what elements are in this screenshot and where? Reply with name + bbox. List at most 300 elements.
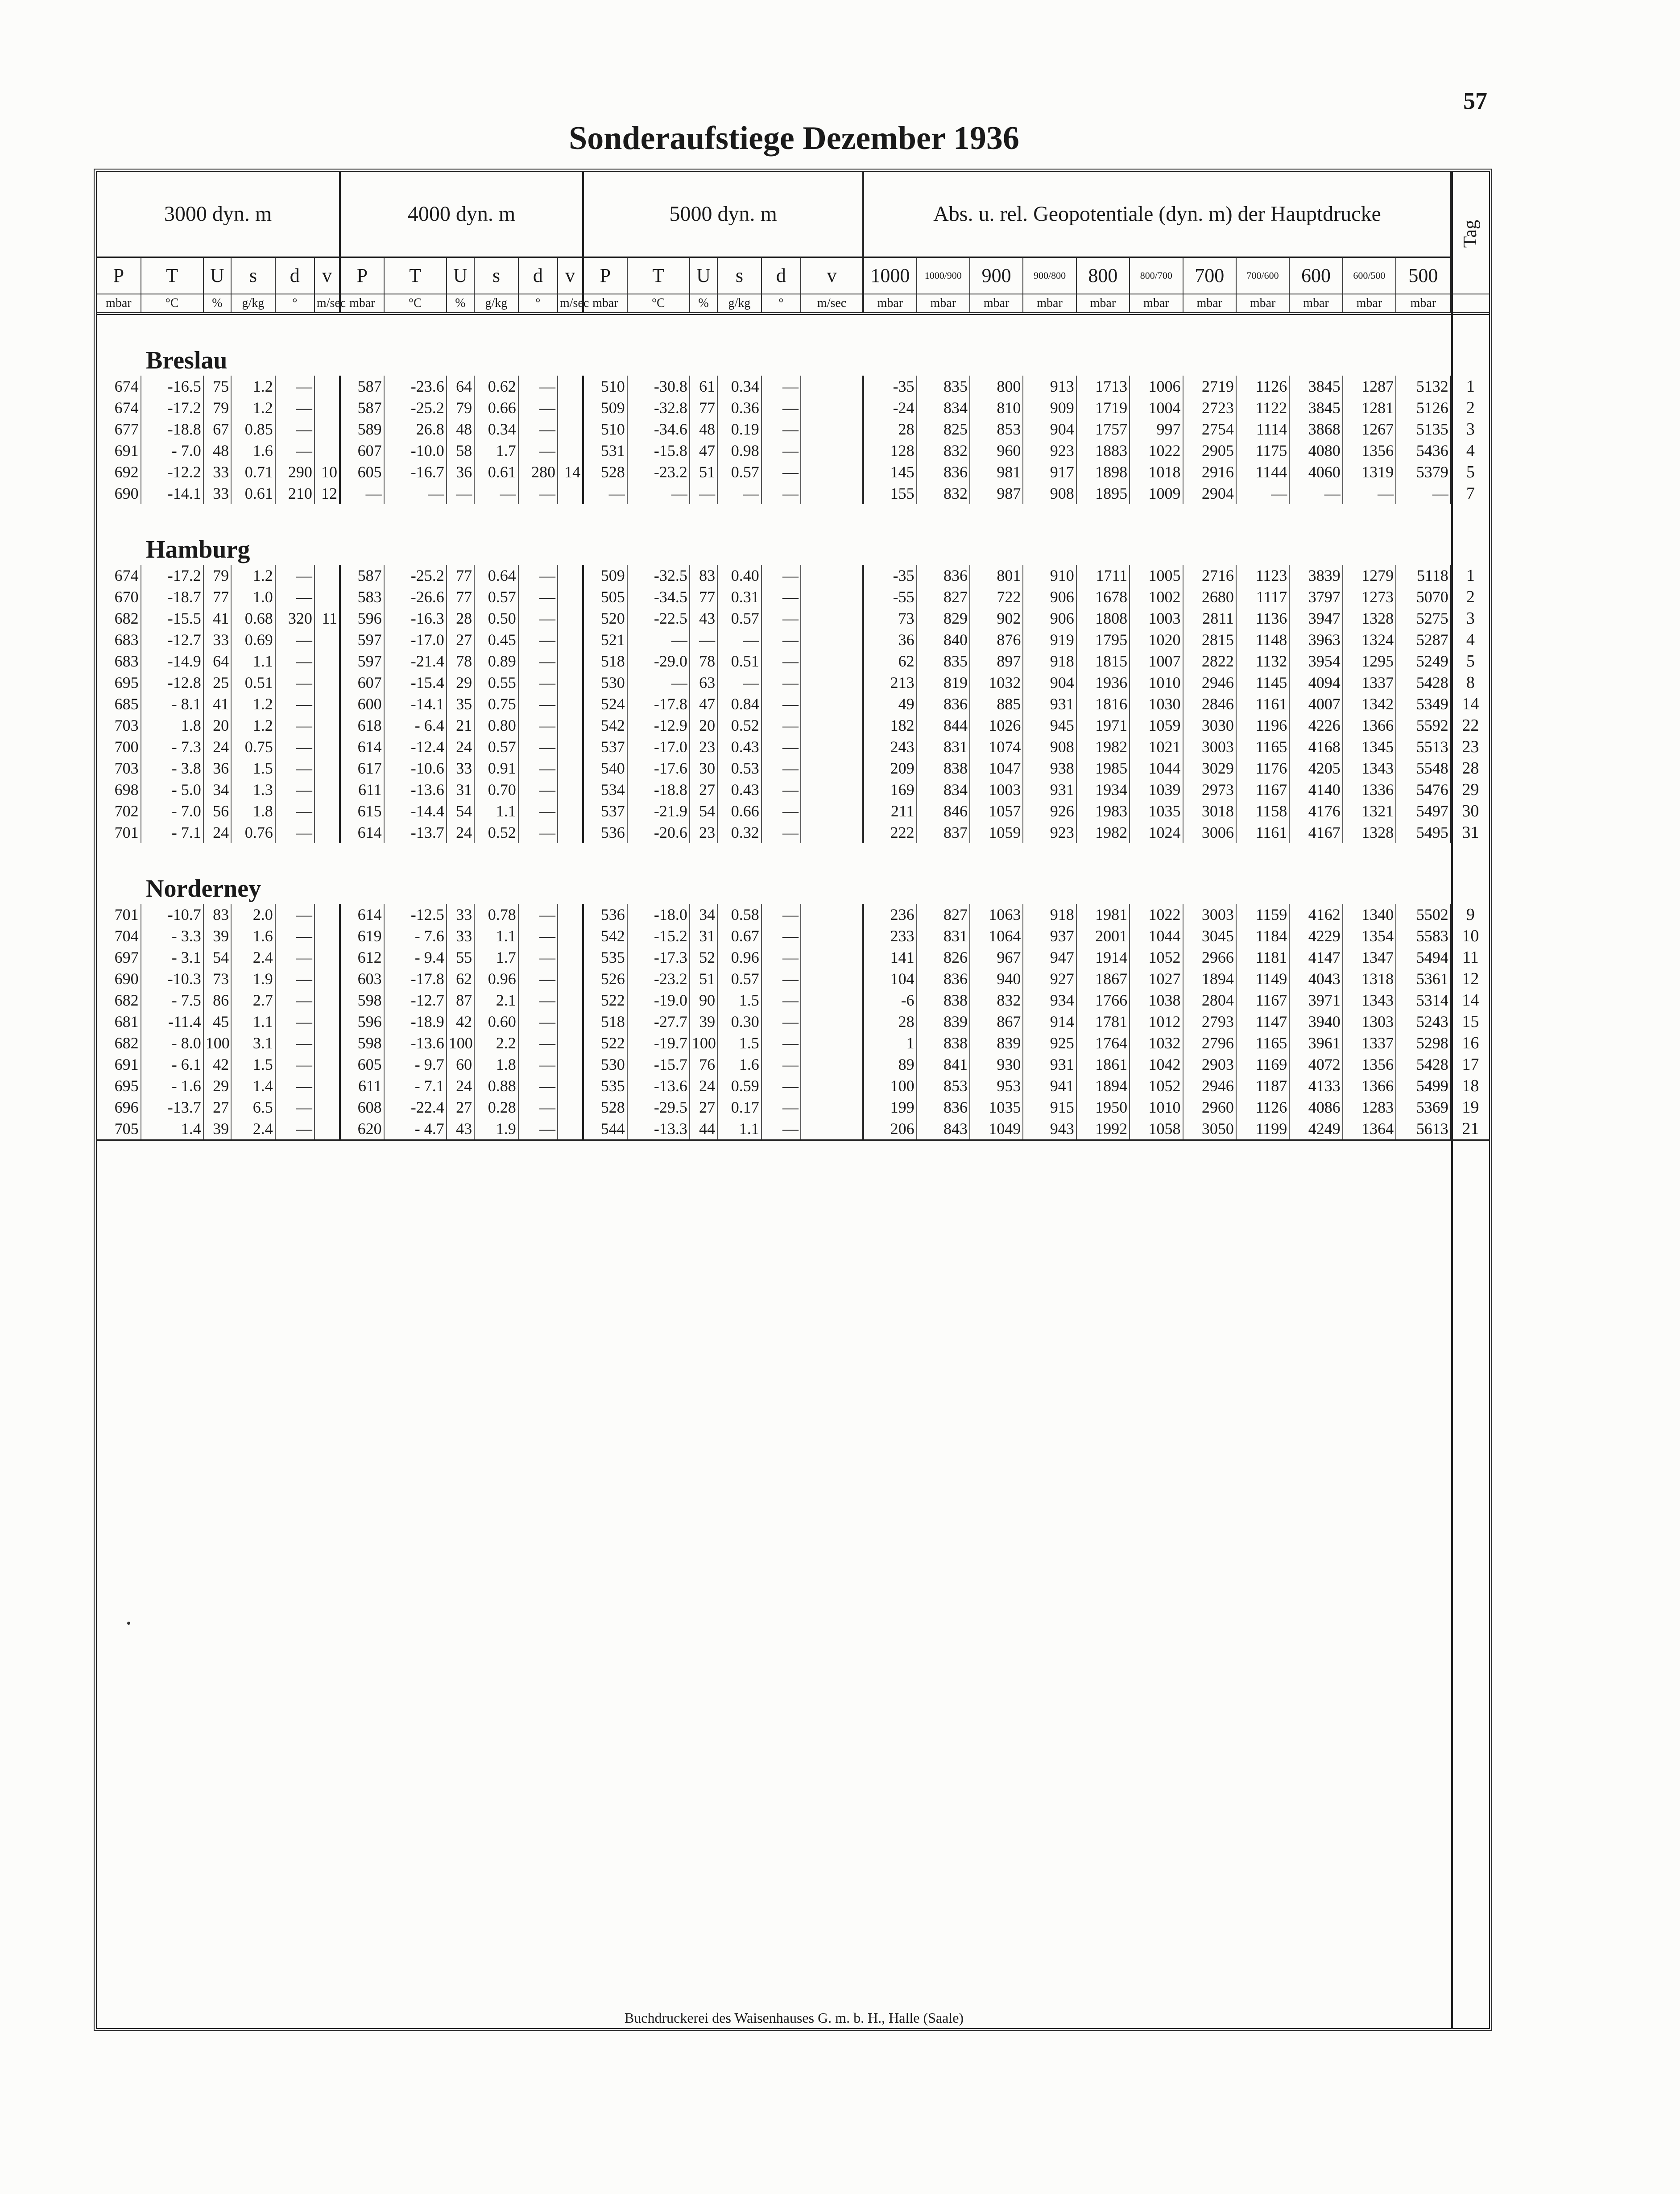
data-cell: -35 [863, 376, 916, 397]
data-cell [314, 629, 340, 650]
table-row [97, 822, 1489, 843]
data-cell: 1342 [1343, 693, 1396, 715]
col-header-p: P [583, 257, 627, 294]
data-cell: 670 [97, 586, 141, 608]
data-cell: - 7.1 [384, 1075, 447, 1097]
data-cell: 536 [583, 822, 627, 843]
data-cell: 0.75 [474, 693, 518, 715]
data-cell: — [275, 925, 314, 947]
data-cell: 909 [1023, 397, 1076, 418]
data-cell: 42 [203, 1054, 231, 1075]
data-cell: 0.85 [231, 418, 275, 440]
data-cell: — [518, 418, 558, 440]
data-cell: 528 [583, 1097, 627, 1118]
data-cell: 1883 [1076, 440, 1130, 461]
data-cell: -55 [863, 586, 916, 608]
data-cell: -19.7 [627, 1032, 690, 1054]
data-cell [558, 947, 583, 968]
data-cell: 836 [917, 968, 970, 989]
data-cell: 1347 [1343, 947, 1396, 968]
data-cell: 5314 [1396, 989, 1451, 1011]
data-cell: 3868 [1289, 418, 1342, 440]
data-cell: 0.57 [717, 461, 761, 483]
data-cell: 0.75 [231, 736, 275, 758]
data-cell: 79 [203, 397, 231, 418]
data-cell: 0.43 [717, 736, 761, 758]
data-cell: 1022 [1130, 904, 1183, 925]
data-cell: 698 [97, 779, 141, 800]
data-cell: 1895 [1076, 483, 1130, 504]
data-cell [558, 1118, 583, 1140]
data-cell: 620 [340, 1118, 384, 1140]
data-cell: 5287 [1396, 629, 1451, 650]
data-cell [801, 1097, 863, 1118]
data-cell: 29 [203, 1075, 231, 1097]
data-cell: 682 [97, 608, 141, 629]
day-cell: 18 [1462, 1076, 1479, 1095]
data-cell: 1936 [1076, 672, 1130, 693]
data-cell: — [518, 1075, 558, 1097]
data-cell: -15.7 [627, 1054, 690, 1075]
data-cell: 3045 [1183, 925, 1236, 947]
data-cell: 1366 [1343, 715, 1396, 736]
data-cell [558, 565, 583, 586]
data-cell: 1044 [1130, 758, 1183, 779]
data-cell: 5513 [1396, 736, 1451, 758]
data-cell [314, 1075, 340, 1097]
data-cell: -13.6 [384, 779, 447, 800]
data-cell: 33 [203, 629, 231, 650]
data-cell: 904 [1023, 672, 1076, 693]
data-cell: — [761, 650, 801, 672]
data-cell: - 5.0 [141, 779, 203, 800]
data-cell: — [1236, 483, 1289, 504]
data-cell: 1059 [1130, 715, 1183, 736]
data-cell: — [518, 629, 558, 650]
data-cell: — [518, 693, 558, 715]
data-cell: -17.0 [627, 736, 690, 758]
data-cell [558, 650, 583, 672]
data-cell: — [761, 1011, 801, 1032]
data-cell: 1.2 [231, 397, 275, 418]
data-cell: 5583 [1396, 925, 1451, 947]
data-cell: — [275, 822, 314, 843]
data-cell: — [518, 736, 558, 758]
data-cell: 3050 [1183, 1118, 1236, 1140]
data-cell [801, 1118, 863, 1140]
data-cell: 1356 [1343, 1054, 1396, 1075]
data-cell: 1267 [1343, 418, 1396, 440]
data-cell: 1981 [1076, 904, 1130, 925]
unit-header: °C [384, 294, 447, 314]
col-header-u: U [447, 257, 474, 294]
data-cell [558, 800, 583, 822]
data-cell: -17.0 [384, 629, 447, 650]
data-cell: 2716 [1183, 565, 1236, 586]
data-cell: 27 [690, 779, 717, 800]
data-cell [314, 989, 340, 1011]
table-row [97, 968, 1489, 989]
data-cell: 42 [447, 1011, 474, 1032]
data-cell: 510 [583, 376, 627, 397]
data-cell: 2846 [1183, 693, 1236, 715]
data-cell [314, 650, 340, 672]
data-cell: — [275, 779, 314, 800]
data-cell: — [1289, 483, 1342, 504]
spacer [97, 843, 1489, 861]
day-cell: 23 [1462, 737, 1479, 756]
data-cell: 910 [1023, 565, 1076, 586]
table-row [97, 1118, 1489, 1140]
data-cell [801, 461, 863, 483]
data-cell: 1.1 [474, 925, 518, 947]
data-cell: 1042 [1130, 1054, 1183, 1075]
data-cell: 1165 [1236, 736, 1289, 758]
data-cell: 2.7 [231, 989, 275, 1011]
data-cell: -11.4 [141, 1011, 203, 1032]
data-cell [558, 1054, 583, 1075]
data-cell: 607 [340, 672, 384, 693]
day-cell: 30 [1462, 802, 1479, 820]
data-cell: 27 [447, 1097, 474, 1118]
data-cell: 1184 [1236, 925, 1289, 947]
data-cell: 1.8 [231, 800, 275, 822]
data-cell: 199 [863, 1097, 916, 1118]
data-cell: — [275, 968, 314, 989]
data-cell: 597 [340, 650, 384, 672]
data-cell: 4147 [1289, 947, 1342, 968]
data-cell: 2973 [1183, 779, 1236, 800]
table-row [97, 947, 1489, 968]
data-cell: 1.5 [717, 989, 761, 1011]
unit-header: mbar [1023, 294, 1076, 314]
data-cell: 1147 [1236, 1011, 1289, 1032]
data-cell [314, 693, 340, 715]
data-cell: 697 [97, 947, 141, 968]
data-cell: 536 [583, 904, 627, 925]
col-header-geo: 800 [1076, 257, 1130, 294]
data-cell: 542 [583, 715, 627, 736]
data-cell: -24 [863, 397, 916, 418]
spacer-row [97, 504, 1489, 522]
data-cell: 49 [863, 693, 916, 715]
data-cell: 2822 [1183, 650, 1236, 672]
data-cell: 210 [275, 483, 314, 504]
data-cell: 155 [863, 483, 916, 504]
data-cell: -15.5 [141, 608, 203, 629]
data-cell: — [275, 1032, 314, 1054]
data-cell [801, 822, 863, 843]
data-cell: 703 [97, 715, 141, 736]
data-cell [801, 565, 863, 586]
data-cell: 987 [970, 483, 1023, 504]
unit-header: mbar [583, 294, 627, 314]
data-cell: 925 [1023, 1032, 1076, 1054]
data-cell: 75 [203, 376, 231, 397]
data-cell: 0.19 [717, 418, 761, 440]
data-cell: 1049 [970, 1118, 1023, 1140]
data-cell [558, 586, 583, 608]
data-cell: 14 [558, 461, 583, 483]
data-cell: — [761, 461, 801, 483]
data-cell: 1340 [1343, 904, 1396, 925]
data-cell: — [518, 397, 558, 418]
data-cell: 695 [97, 1075, 141, 1097]
data-cell: 2946 [1183, 672, 1236, 693]
data-cell: 1719 [1076, 397, 1130, 418]
data-cell: 2680 [1183, 586, 1236, 608]
data-cell: 917 [1023, 461, 1076, 483]
data-cell: 1279 [1343, 565, 1396, 586]
data-cell: -16.5 [141, 376, 203, 397]
data-cell: 831 [917, 736, 970, 758]
data-cell: 3797 [1289, 586, 1342, 608]
data-cell: 100 [863, 1075, 916, 1097]
data-cell: 5298 [1396, 1032, 1451, 1054]
data-cell: 906 [1023, 586, 1076, 608]
data-cell: 0.62 [474, 376, 518, 397]
data-cell: 39 [203, 1118, 231, 1140]
table-row [97, 715, 1489, 736]
data-cell [558, 693, 583, 715]
data-cell: 0.98 [717, 440, 761, 461]
unit-header: % [447, 294, 474, 314]
data-cell: 1.4 [141, 1118, 203, 1140]
data-cell: 837 [917, 822, 970, 843]
data-cell: 2.4 [231, 947, 275, 968]
data-cell: 233 [863, 925, 916, 947]
data-cell [801, 650, 863, 672]
data-cell [314, 925, 340, 947]
data-cell: 1144 [1236, 461, 1289, 483]
data-cell: 30 [690, 758, 717, 779]
data-cell: 36 [203, 758, 231, 779]
day-cell: 8 [1466, 673, 1475, 692]
data-cell: 1.2 [231, 376, 275, 397]
data-cell: 2960 [1183, 1097, 1236, 1118]
data-cell: 4060 [1289, 461, 1342, 483]
data-cell: 39 [690, 1011, 717, 1032]
data-cell: 4080 [1289, 440, 1342, 461]
data-cell: 3006 [1183, 822, 1236, 843]
data-cell [314, 376, 340, 397]
data-cell: 1 [863, 1032, 916, 1054]
data-cell: 54 [447, 800, 474, 822]
data-cell: 77 [447, 586, 474, 608]
data-cell: 5495 [1396, 822, 1451, 843]
data-cell: 79 [203, 565, 231, 586]
data-cell: -13.7 [141, 1097, 203, 1118]
data-cell: 73 [863, 608, 916, 629]
data-cell: 825 [917, 418, 970, 440]
data-cell: — [761, 1097, 801, 1118]
unit-header: °C [141, 294, 203, 314]
table-row [97, 376, 1489, 397]
data-cell: 5428 [1396, 1054, 1451, 1075]
data-cell: — [761, 586, 801, 608]
data-cell: 1781 [1076, 1011, 1130, 1032]
data-cell: 33 [447, 925, 474, 947]
data-cell: 722 [970, 586, 1023, 608]
data-cell: 603 [340, 968, 384, 989]
data-cell: — [1396, 483, 1451, 504]
day-cell: 7 [1466, 484, 1475, 503]
col-header-t: T [627, 257, 690, 294]
data-cell: 0.70 [474, 779, 518, 800]
data-cell: 1303 [1343, 1011, 1396, 1032]
data-cell: 1287 [1343, 376, 1396, 397]
data-cell: 33 [447, 904, 474, 925]
unit-header: ° [275, 294, 314, 314]
data-cell: — [518, 672, 558, 693]
data-cell: 691 [97, 440, 141, 461]
data-cell: 589 [340, 418, 384, 440]
data-cell: - 8.1 [141, 693, 203, 715]
data-cell: 926 [1023, 800, 1076, 822]
data-cell: 24 [447, 1075, 474, 1097]
day-cell: 10 [1462, 927, 1479, 945]
data-cell: 537 [583, 736, 627, 758]
data-cell: 0.34 [717, 376, 761, 397]
data-cell: 1.9 [474, 1118, 518, 1140]
data-cell [558, 736, 583, 758]
data-cell: 5369 [1396, 1097, 1451, 1118]
data-cell: — [761, 822, 801, 843]
data-cell: -12.2 [141, 461, 203, 483]
data-cell: 617 [340, 758, 384, 779]
data-cell: - 1.6 [141, 1075, 203, 1097]
spacer [97, 504, 1489, 522]
data-cell: 27 [203, 1097, 231, 1118]
group-5000: 5000 dyn. m [583, 172, 863, 257]
data-cell: -15.2 [627, 925, 690, 947]
data-cell: -34.6 [627, 418, 690, 440]
data-cell: -29.5 [627, 1097, 690, 1118]
data-cell: — [275, 1118, 314, 1140]
data-cell: 967 [970, 947, 1023, 968]
data-cell: 0.80 [474, 715, 518, 736]
data-cell: -12.5 [384, 904, 447, 925]
data-cell: 2804 [1183, 989, 1236, 1011]
data-cell: — [761, 629, 801, 650]
data-cell: 1.8 [474, 1054, 518, 1075]
data-cell: -10.0 [384, 440, 447, 461]
data-cell: 1.2 [231, 715, 275, 736]
col-header-geo: 700 [1183, 257, 1236, 294]
data-cell: 1324 [1343, 629, 1396, 650]
data-cell: 1.3 [231, 779, 275, 800]
data-cell: 1983 [1076, 800, 1130, 822]
data-cell: 24 [690, 1075, 717, 1097]
data-cell: 0.57 [717, 608, 761, 629]
data-cell: 587 [340, 376, 384, 397]
data-cell: 1030 [1130, 693, 1183, 715]
col-header-u: U [690, 257, 717, 294]
data-cell: 831 [917, 925, 970, 947]
data-cell: -18.8 [141, 418, 203, 440]
data-cell: 703 [97, 758, 141, 779]
data-cell [558, 822, 583, 843]
data-cell: 4043 [1289, 968, 1342, 989]
table-row [97, 461, 1489, 483]
table-row [97, 736, 1489, 758]
data-cell: — [275, 800, 314, 822]
data-cell: 598 [340, 1032, 384, 1054]
data-cell: 3018 [1183, 800, 1236, 822]
data-cell [314, 1054, 340, 1075]
data-cell: 1057 [970, 800, 1023, 822]
data-cell: 33 [203, 461, 231, 483]
data-cell: 1982 [1076, 822, 1130, 843]
table-row [97, 1032, 1489, 1054]
data-cell: 5548 [1396, 758, 1451, 779]
data-cell: 100 [203, 1032, 231, 1054]
data-cell: 77 [690, 586, 717, 608]
data-cell: 943 [1023, 1118, 1076, 1140]
day-cell: 3 [1466, 609, 1475, 628]
data-cell: 0.45 [474, 629, 518, 650]
data-cell: 596 [340, 608, 384, 629]
data-cell: 1328 [1343, 822, 1396, 843]
sounding-table [97, 172, 1489, 1141]
data-cell: 1161 [1236, 822, 1289, 843]
unit-header: mbar [1396, 294, 1451, 314]
data-cell: -19.0 [627, 989, 690, 1011]
day-cell: 15 [1462, 1012, 1479, 1031]
unit-header: mbar [1130, 294, 1183, 314]
data-cell: 596 [340, 1011, 384, 1032]
data-cell: -15.8 [627, 440, 690, 461]
data-cell: 1354 [1343, 925, 1396, 947]
data-cell: 39 [203, 925, 231, 947]
data-cell: 54 [203, 947, 231, 968]
data-cell: 945 [1023, 715, 1076, 736]
data-cell: 838 [917, 989, 970, 1011]
data-cell: 4007 [1289, 693, 1342, 715]
data-cell: 79 [447, 397, 474, 418]
data-cell: 5499 [1396, 1075, 1451, 1097]
unit-header: % [690, 294, 717, 314]
data-cell: 531 [583, 440, 627, 461]
data-cell: 2904 [1183, 483, 1236, 504]
data-cell: — [275, 586, 314, 608]
data-cell: - 3.1 [141, 947, 203, 968]
data-cell [314, 418, 340, 440]
data-cell: 1010 [1130, 672, 1183, 693]
data-cell: 1.5 [717, 1032, 761, 1054]
data-cell: 24 [203, 822, 231, 843]
data-cell: — [275, 418, 314, 440]
data-cell: — [275, 672, 314, 693]
data-cell: 1032 [970, 672, 1023, 693]
data-cell: 614 [340, 736, 384, 758]
day-cell: 1 [1466, 377, 1475, 396]
col-header-p: P [340, 257, 384, 294]
data-cell: 0.66 [474, 397, 518, 418]
data-cell [801, 397, 863, 418]
data-cell: 236 [863, 904, 916, 925]
data-cell: 605 [340, 461, 384, 483]
data-cell: 58 [447, 440, 474, 461]
data-cell: 44 [690, 1118, 717, 1140]
data-cell: 1366 [1343, 1075, 1396, 1097]
data-cell: 1336 [1343, 779, 1396, 800]
data-cell: 1009 [1130, 483, 1183, 504]
station-name: Norderney [146, 875, 261, 902]
table-row [97, 1075, 1489, 1097]
day-cell: 19 [1462, 1098, 1479, 1117]
data-cell: 10 [314, 461, 340, 483]
